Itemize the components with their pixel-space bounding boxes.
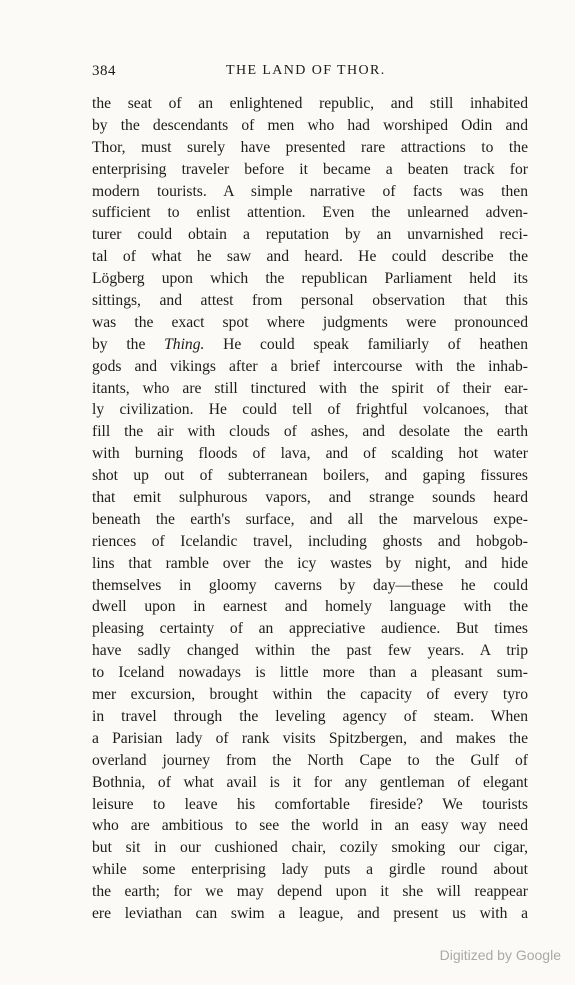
page-number: 384 [92, 63, 116, 79]
text-line: overland journey from the North Cape to the Gulf of [92, 751, 528, 769]
text-line: mer excursion, brought within the capacity of every tyro [92, 686, 528, 704]
digitized-watermark: Digitized by Google [439, 947, 561, 963]
text-line: while some enterprising lady puts a girdle round about [92, 861, 528, 879]
text-line: themselves in gloomy caverns by day—these he could [92, 576, 528, 594]
text-line: in travel through the leveling agency of steam. When [92, 707, 528, 725]
text-line-with-italic [92, 334, 528, 356]
body-text [92, 93, 528, 925]
text-line: tal of what he saw and heard. He could describe the [92, 248, 528, 266]
text-line: turer could obtain a reputation by an unvarnished reci- [92, 226, 528, 244]
line-rest: He could speak familiarly of heathen [204, 335, 528, 353]
text-line: a Parisian lady of rank visits Spitzbergen, and makes the [92, 729, 528, 747]
text-line: with burning floods of lava, and of scalding hot water [92, 445, 528, 463]
text-line: Bothnia, of what avail is it for any gentleman of elegant [92, 773, 528, 791]
text-line: shot up out of subterranean boilers, and gaping fissures [92, 467, 528, 485]
text-line: dwell upon in earnest and homely language with the [92, 598, 528, 616]
text-line: but sit in our cushioned chair, cozily smoking our cigar, [92, 839, 528, 857]
text-line: gods and vikings after a brief intercourse with the inhab- [92, 357, 528, 375]
text-line: that emit sulphurous vapors, and strange sounds heard [92, 489, 528, 507]
text-line: ly civilization. He could tell of frightful volcanoes, that [92, 401, 528, 419]
text-line: sufficient to enlist attention. Even the unlearned adven- [92, 204, 528, 222]
running-head: THE LAND OF THOR. [226, 63, 386, 78]
text-line: beneath the earth's surface, and all the marvelous expe- [92, 510, 528, 528]
text-line: Lögberg upon which the republican Parliament held its [92, 270, 528, 288]
line-start: by the [92, 335, 165, 353]
text-line: was the exact spot where judgments were pronounced [92, 313, 528, 331]
text-line: the seat of an enlightened republic, and still inhabited [92, 95, 528, 112]
text-line: to Iceland nowadays is little more than a pleasant sum- [92, 664, 528, 682]
text-line: modern tourists. A simple narrative of facts was then [92, 182, 528, 200]
text-line: by the descendants of men who had worshiped Odin and [92, 116, 528, 134]
text-line: ere leviathan can swim a league, and present us with a [92, 904, 528, 922]
text-line: fill the air with clouds of ashes, and desolate the earth [92, 423, 528, 441]
italic-word: Thing. [164, 335, 205, 353]
text-line: sittings, and attest from personal observation that this [92, 292, 528, 310]
text-line: have sadly changed within the past few years. A trip [92, 642, 528, 660]
text-line: riences of Icelandic travel, including ghosts and hobgob- [92, 532, 528, 550]
text-line: leisure to leave his comfortable fireside? We tourists [92, 795, 528, 813]
text-line: Thor, must surely have presented rare attractions to the [92, 138, 528, 156]
text-line: lins that ramble over the icy wastes by night, and hide [92, 554, 528, 572]
text-line: pleasing certainty of an appreciative audience. But times [92, 620, 528, 638]
text-line: the earth; for we may depend upon it she will reappear [92, 883, 528, 901]
text-line: enterprising traveler before it became a beaten track for [92, 160, 528, 178]
text-line: who are ambitious to see the world in an easy way need [92, 817, 528, 835]
text-line: itants, who are still tinctured with the spirit of their ear- [92, 379, 528, 397]
